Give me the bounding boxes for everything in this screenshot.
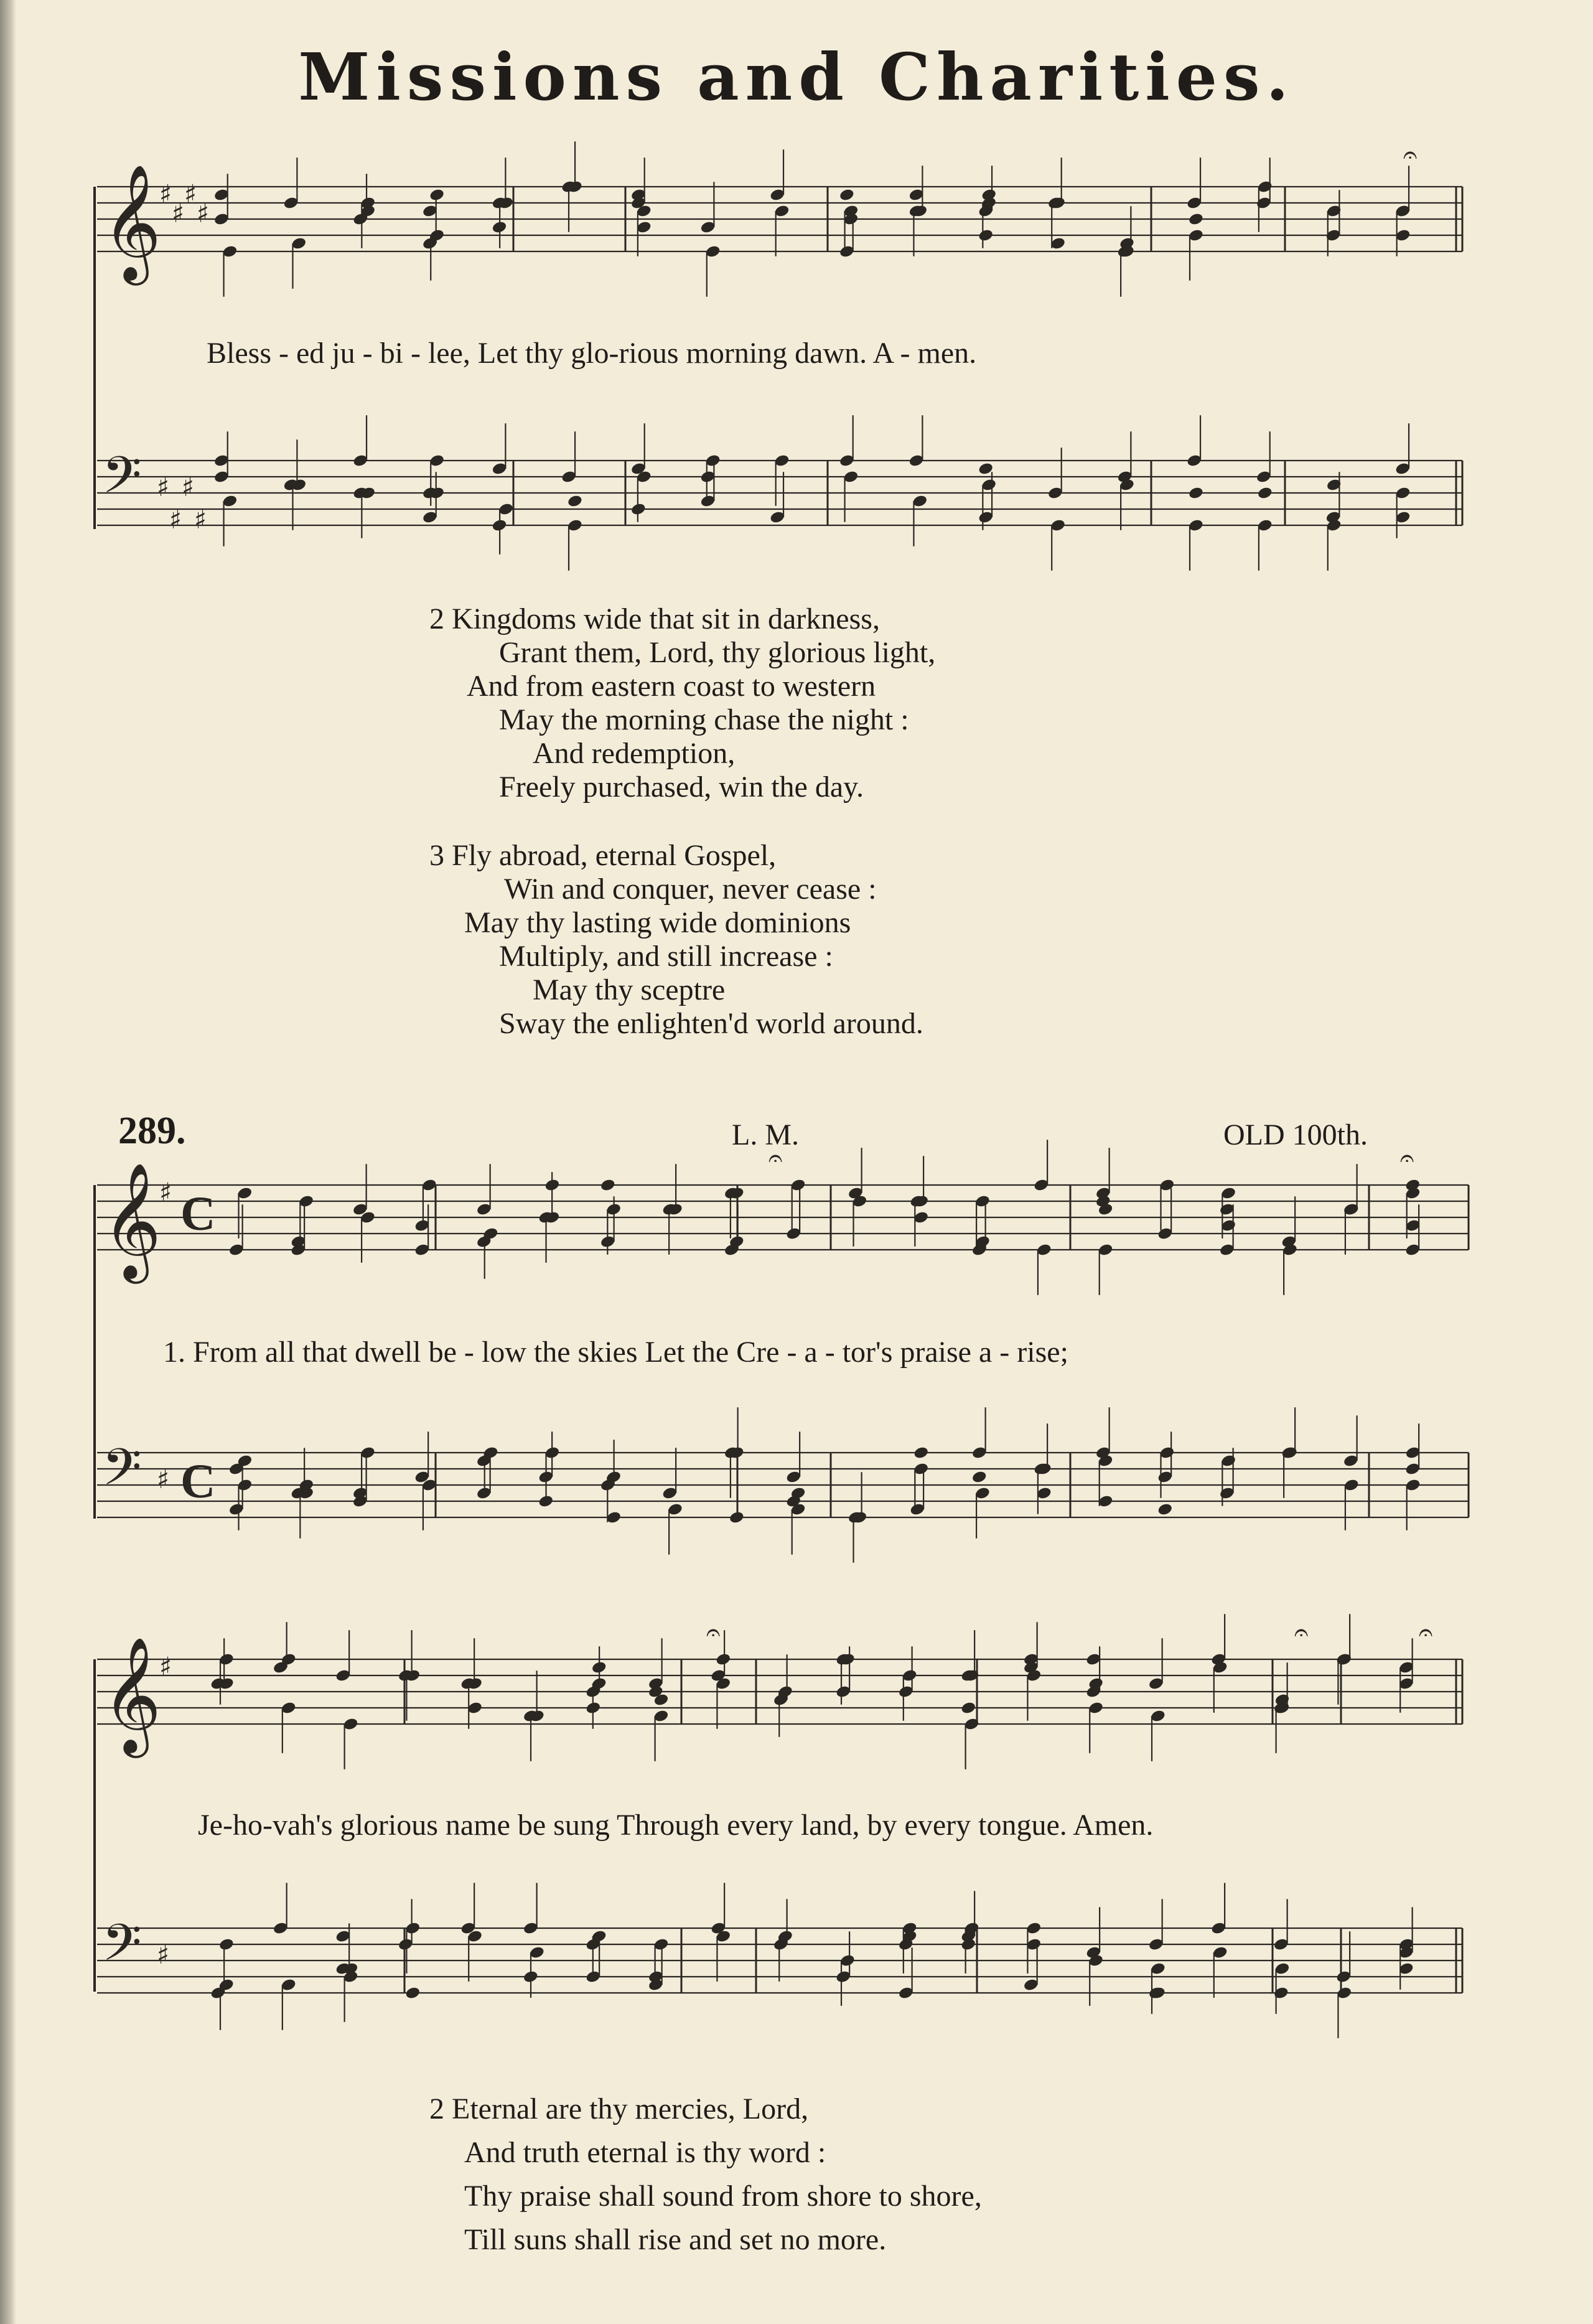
note-head <box>978 228 994 243</box>
bass-clef-icon: 𝄢 <box>102 1438 142 1510</box>
running-head: Missions and Charities. <box>298 39 1295 115</box>
verse-line: Freely purchased, win the day. <box>499 771 864 804</box>
verse-line: And truth eternal is thy word : <box>464 2136 826 2169</box>
note-head <box>729 1511 745 1525</box>
fermata-icon: 𝄐 <box>1400 1144 1414 1173</box>
verse-line: Win and conquer, never cease : <box>504 873 877 906</box>
verse-line: May thy lasting wide dominions <box>464 906 851 939</box>
note-head <box>1257 486 1273 500</box>
note-head <box>600 1178 616 1192</box>
verse-number: 3 <box>429 839 444 872</box>
verse-line: Multiply, and still increase : <box>499 940 833 973</box>
note-head <box>715 1652 731 1667</box>
note-head <box>218 1937 235 1952</box>
verse-line: Eternal are thy mercies, Lord, <box>452 2092 809 2125</box>
verse-line: Kingdoms wide that sit in darkness, <box>452 602 880 635</box>
lyric-line-289-1: 1. From all that dwell be - low the skies Let the Cre - a - tor's praise a - rise; <box>163 1336 1068 1369</box>
verse-289-2 <box>429 2087 982 2262</box>
verse-line: Till suns shall rise and set no more. <box>464 2223 887 2256</box>
lyric-line-289-2: Je-ho-vah's glorious name be sung Through every land, by every tongue. Amen. <box>198 1809 1154 1842</box>
bass-clef-icon: 𝄢 <box>102 1913 142 1985</box>
verse-number: 2 <box>429 2092 444 2125</box>
verse-line: May the morning chase the night : <box>499 703 909 736</box>
note-head <box>404 1986 421 2000</box>
fermata-icon: 𝄐 <box>1294 1618 1309 1647</box>
note-head <box>544 1178 560 1192</box>
sharp-icon: ♯ <box>157 1464 170 1495</box>
treble-clef-icon: 𝄞 <box>102 1636 162 1753</box>
verse-line: And from eastern coast to western <box>467 670 876 703</box>
sharp-icon: ♯ <box>159 1177 172 1207</box>
fermata-icon: 𝄐 <box>706 1618 721 1647</box>
note-head <box>1188 486 1204 500</box>
sharp-icon: ♯ <box>159 179 172 209</box>
fermata-icon: 𝄐 <box>1403 141 1418 169</box>
treble-clef-icon: 𝄞 <box>102 1162 162 1279</box>
hymn-meter: L. M. <box>732 1118 799 1151</box>
sharp-icon: ♯ <box>159 1651 172 1682</box>
sharp-icon: ♯ <box>182 472 195 503</box>
sharp-icon: ♯ <box>157 1939 170 1970</box>
note-head <box>971 1470 988 1484</box>
note-head <box>591 1661 607 1675</box>
verse-288-2 <box>429 602 935 804</box>
verse-number: 2 <box>429 602 444 635</box>
note-head <box>429 188 445 202</box>
common-time-icon: C <box>180 1186 216 1240</box>
sharp-icon: ♯ <box>197 198 210 229</box>
verse-288-3 <box>429 839 923 1041</box>
fermata-icon: 𝄐 <box>768 1144 783 1173</box>
hymn-number: 289. <box>118 1110 186 1152</box>
sharp-icon: ♯ <box>184 179 197 209</box>
sharp-icon: ♯ <box>172 198 185 229</box>
note-head <box>567 494 583 508</box>
note-head <box>913 1446 929 1460</box>
verse-line: Fly abroad, eternal Gospel, <box>452 839 777 872</box>
common-time-icon: C <box>180 1453 216 1508</box>
verse-line: Grant them, Lord, thy glorious light, <box>499 636 936 669</box>
verse-line: May thy sceptre <box>533 973 726 1006</box>
note-head <box>839 188 855 202</box>
note-head <box>960 1701 976 1715</box>
tune-name: OLD 100th. <box>1223 1118 1368 1151</box>
verse-line: Thy praise shall sound from shore to shore, <box>464 2180 982 2213</box>
verse-line: And redemption, <box>533 737 736 770</box>
sharp-icon: ♯ <box>169 504 182 535</box>
note-head <box>1188 212 1204 227</box>
fermata-icon: 𝄐 <box>1419 1618 1433 1647</box>
verse-line: Sway the enlighten'd world around. <box>499 1007 923 1040</box>
sharp-icon: ♯ <box>157 472 170 503</box>
note-head <box>1157 1502 1173 1517</box>
sharp-icon: ♯ <box>194 504 207 535</box>
bass-clef-icon: 𝄢 <box>102 446 142 518</box>
lyric-line-288: Bless - ed ju - bi - lee, Let thy glo-rious morning dawn. A - men. <box>207 337 977 370</box>
treble-clef-icon: 𝄞 <box>102 164 162 281</box>
